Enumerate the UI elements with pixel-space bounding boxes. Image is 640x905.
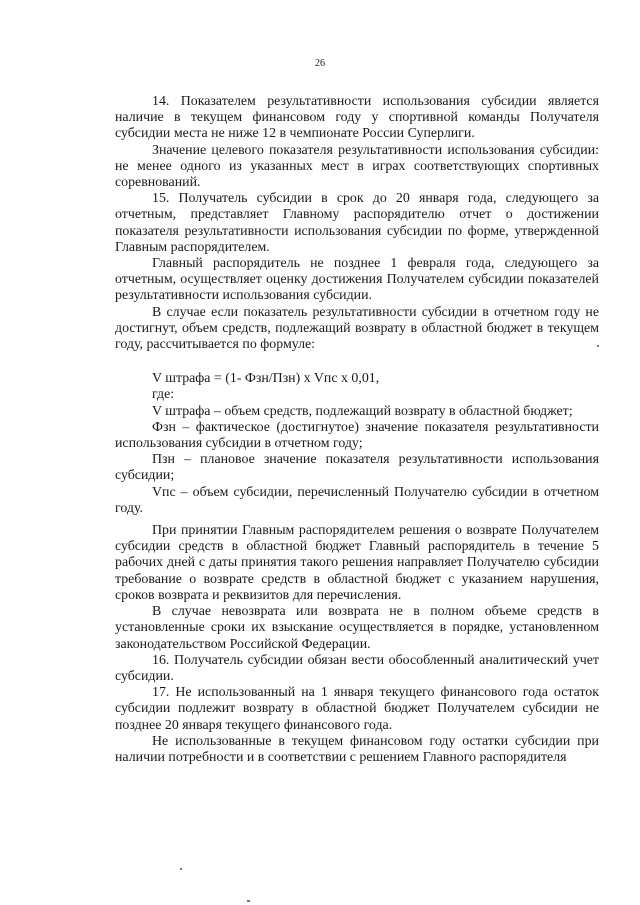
paragraph-16: 16. Получатель субсидии обязан вести обособленный аналитический учет субсидии. [115,652,599,684]
penalty-formula: V штрафа = (1- Фзн/Пзн) x Vпс x 0,01, [152,371,380,387]
where-label: где: [152,387,175,403]
scan-speck [180,868,182,870]
document-body [115,94,599,766]
paragraph-15: 15. Получатель субсидии в срок до 20 января года, следующего за отчетным, представляет Главному распорядителю отчет о достижении показателя результативности использования субсидии по форме, утвержденной Главным распорядителем. [115,191,599,255]
not-achieved-paragraph: В случае если показатель результативности субсидии в отчетном году не достигнут, объем средств, подлежащий возврату в областной бюджет в текущем году, рассчитывается по формуле: [115,304,599,353]
definition-fzn: Фзн – фактическое (достигнутое) значение показателя результативности использования субсидии в отчетном году; [115,419,599,452]
definition-pzn: Пзн – плановое значение показателя результативности использования субсидии; [115,452,599,484]
paragraph-17: 17. Не использованный на 1 января текущего финансового года остаток субсидии подлежит возврату в областной бюджет Получателем субсидии не позднее 20 января текущего финансового года. [115,685,599,733]
definition-v-penalty: V штрафа – объем средств, подлежащий возврату в областной бюджет; [152,403,573,419]
unused-balance-paragraph: Не использованные в текущем финансовом году остатки субсидии при наличии потребности и в соответствии с решением Главного распорядителя [115,733,599,765]
page-number: 26 [315,58,325,69]
definition-vps: Vпс – объем субсидии, перечисленный Получателю субсидии в отчетном году. [115,484,599,516]
refund-decision-paragraph: При принятии Главным распорядителем решения о возврате Получателем субсидии средств в областной бюджет Главный распорядитель в течение 5 рабочих дней с даты принятия такого решения направляет Получателю субсидии требование о возврате средств в областной бюджет с указанием нарушения, сроков возврата и реквизитов для перечисления. [115,523,599,603]
scan-speck [597,345,599,347]
evaluation-paragraph: Главный распорядитель не позднее 1 февраля года, следующего за отчетным, осуществляет оценку достижения Получателем субсидии показателей результативности использования субсидии. [115,256,599,304]
target-value-paragraph: Значение целевого показателя результативности использования субсидии: не менее одного из указанных мест в играх соответствующих спортивных соревнований. [115,142,599,191]
scan-speck [247,900,250,902]
paragraph-14: 14. Показателем результативности использования субсидии является наличие в текущем финансовом году у спортивной команды Получателя субсидии места не ниже 12 в чемпионате России Суперлиги. [115,94,599,142]
non-return-paragraph: В случае невозврата или возврата не в полном объеме средств в установленные сроки их взыскание осуществляется в порядке, установленном законодательством Российской Федерации. [115,604,599,652]
